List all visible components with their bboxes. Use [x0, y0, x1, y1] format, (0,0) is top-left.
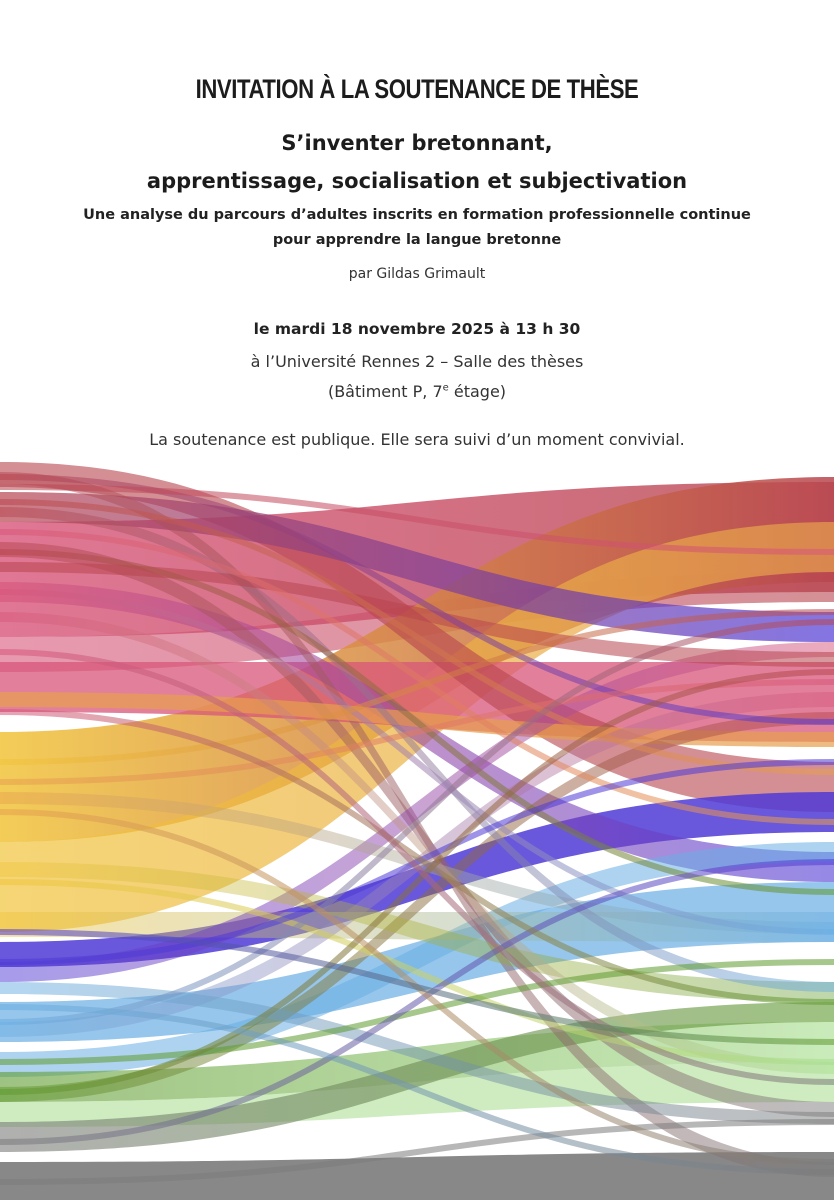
ribbon-flow	[0, 1152, 834, 1200]
author: par Gildas Grimault	[348, 266, 486, 282]
thesis-subtitle-line-1: Une analyse du parcours d’adultes inscrits en formation professionnelle continue	[83, 207, 751, 223]
public-notice: La soutenance est publique. Elle sera suivi d’un moment convivial.	[149, 430, 685, 449]
defense-date: le mardi 18 novembre 2025 à 13 h 30	[253, 320, 581, 338]
alluvial-ribbons-graphic	[0, 462, 834, 1200]
thesis-subtitle-line-2: pour apprendre la langue bretonne	[272, 232, 562, 248]
defense-venue: à l’Université Rennes 2 – Salle des thèses	[250, 352, 584, 371]
defense-building: (Bâtiment P, 7e étage)	[327, 382, 507, 401]
thesis-title-line-2: apprentissage, socialisation et subjectivation	[146, 169, 688, 193]
invitation-heading: INVITATION À LA SOUTENANCE DE THÈSE	[195, 74, 639, 104]
thesis-title-line-1: S’inventer bretonnant,	[281, 131, 553, 155]
